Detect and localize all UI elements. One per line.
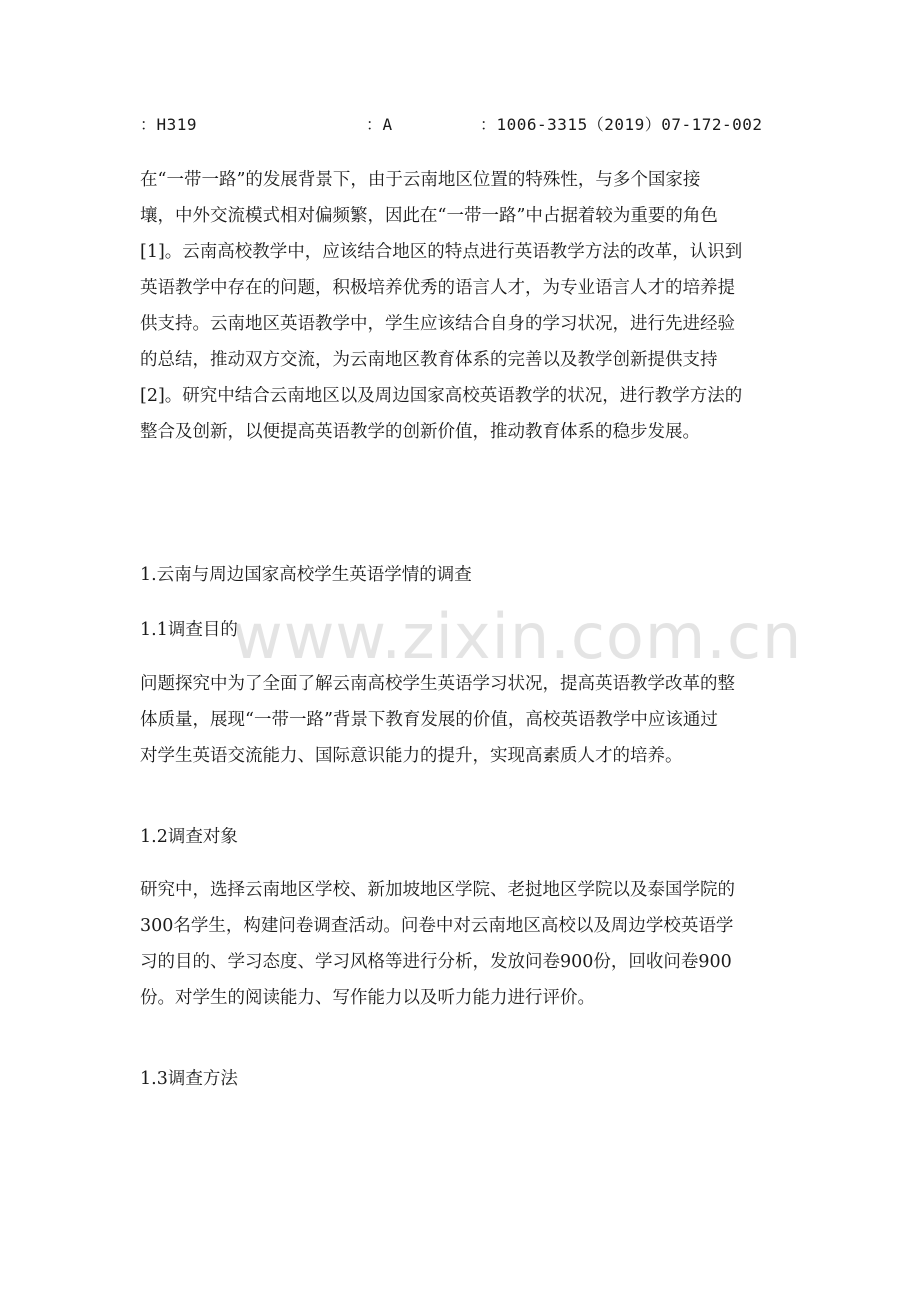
subjects-paragraph	[140, 872, 780, 1016]
paragraph-line: [2]。研究中结合云南地区以及周边国家高校英语教学的状况，进行教学方法的	[140, 386, 743, 406]
intro-paragraph	[140, 162, 780, 450]
document-code: ：A	[366, 115, 393, 134]
section-heading: 1.云南与周边国家高校学生英语学情的调查	[140, 565, 472, 585]
site-watermark: www.zixin.com.cn	[232, 600, 803, 673]
paragraph-line: 习的目的、学习态度、学习风格等进行分析，发放问卷900份，回收问卷900	[140, 952, 732, 972]
paragraph-line: 对学生英语交流能力、国际意识能力的提升，实现高素质人才的培养。	[140, 746, 683, 766]
subsection-heading: 1.2调查对象	[140, 827, 238, 847]
article-metadata	[0, 112, 920, 138]
article-number: ：1006-3315（2019）07-172-002	[480, 115, 763, 134]
clc-number: ：H319	[140, 115, 198, 134]
paragraph-line: 整合及创新，以便提高英语教学的创新价值，推动教育体系的稳步发展。	[140, 422, 700, 442]
paragraph-line: 壤，中外交流模式相对偏频繁，因此在“一带一路”中占据着较为重要的角色	[140, 206, 718, 226]
paragraph-line: 体质量，展现“一带一路”背景下教育发展的价值，高校英语教学中应该通过	[140, 710, 718, 730]
paragraph-line: 研究中，选择云南地区学校、新加坡地区学院、老挝地区学院以及泰国学院的	[140, 880, 735, 900]
paragraph-line: 英语教学中存在的问题，积极培养优秀的语言人才，为专业语言人才的培养提	[140, 278, 735, 298]
purpose-paragraph	[140, 666, 780, 774]
subsection-heading: 1.3调查方法	[140, 1069, 238, 1089]
paragraph-line: 的总结，推动双方交流，为云南地区教育体系的完善以及教学创新提供支持	[140, 350, 718, 370]
paragraph-line: 份。对学生的阅读能力、写作能力以及听力能力进行评价。	[140, 988, 595, 1008]
paragraph-line: 问题探究中为了全面了解云南高校学生英语学习状况，提高英语教学改革的整	[140, 674, 735, 694]
subsection-heading: 1.1调查目的	[140, 620, 238, 640]
paragraph-line: 在“一带一路”的发展背景下，由于云南地区位置的特殊性，与多个国家接	[140, 170, 701, 190]
paragraph-line: 供支持。云南地区英语教学中，学生应该结合自身的学习状况，进行先进经验	[140, 314, 735, 334]
paragraph-line: [1]。云南高校教学中，应该结合地区的特点进行英语教学方法的改革，认识到	[140, 242, 743, 262]
paragraph-line: 300名学生，构建问卷调查活动。问卷中对云南地区高校以及周边学校英语学	[140, 916, 734, 936]
